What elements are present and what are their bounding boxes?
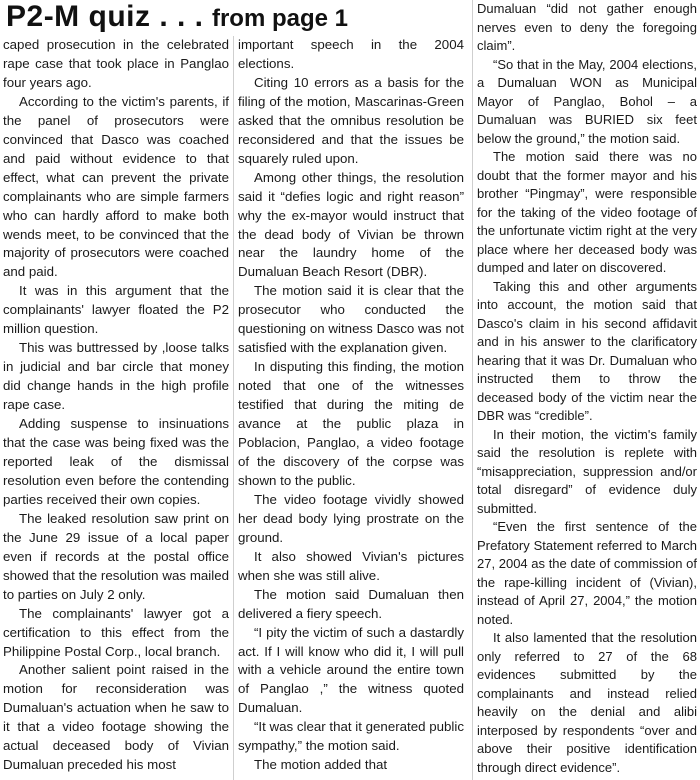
paragraph: Adding suspense to insinuations that the case was being fixed was the reported leak of the dismissal resolution even before the contending parties received their own copies. (3, 416, 229, 507)
paragraph: The motion said it is clear that the prosecutor who conducted the questioning on witness Dasco was not satisfied with the explanation given. (238, 283, 464, 356)
paragraph: The motion said there was no doubt that the former mayor and his brother “Pingmay”, were responsible for the taking of the video footage of the unfortunate victim right at the very place where her deceased body was dumped and later on discovered. (477, 149, 697, 275)
paragraph: Another salient point raised in the motion for reconsideration was Dumaluan's actuation when he saw to it that a video footage showing the actual deceased body of Vivian Dumaluan preceded his most (3, 662, 229, 773)
article-column-3 (477, 0, 697, 777)
paragraph: According to the victim's parents, if the panel of prosecutors were convinced that Dasco was coached and paid without evidence to that effect, what can prevent the private complainants who are simple farmers who can hardly afford to make both wends meet, to be convinced that the majority of prosecutors were coached and paid. (3, 93, 229, 280)
paragraph: Among other things, the resolution said it “defies logic and right reason” why the ex-mayor would instruct that the dead body of Vivian be thrown near the laundry home of the Dumaluan Beach Resort (DBR). (238, 169, 464, 280)
column-divider (233, 36, 234, 780)
paragraph: Dumaluan “did not gather enough nerves even to deny the foregoing claim”. (477, 1, 697, 53)
paragraph: It was in this argument that the complainants' lawyer floated the P2 million question. (3, 283, 229, 337)
paragraph: “So that in the May, 2004 elections, a Dumaluan WON as Municipal Mayor of Panglao, Bohol – a Dumaluan was BURIED six feet below the ground,” the motion said. (477, 56, 697, 146)
paragraph: It also lamented that the resolution only referred to 27 of the 68 evidences submitted by the complainants and instead relied heavily on the denial and alibi interposed by respondents “over and above their positive identification through direct evidence”. (477, 630, 697, 775)
paragraph: Taking this and other arguments into account, the motion said that Dasco's claim in his second affidavit and in his answer to the clarificatory hearing that it was Dr. Dumaluan who instructed them to throw the deceased body of the victim near the DBR was “credible”. (477, 278, 697, 423)
paragraph: “It was clear that it generated public sympathy,” the motion said. (238, 719, 464, 754)
paragraph: important speech in the 2004 elections. (238, 37, 464, 71)
paragraph: The motion added that (254, 757, 388, 773)
paragraph: The motion said Dumaluan then delivered a fiery speech. (238, 586, 464, 621)
paragraph: The video footage vividly showed her dead body lying prostrate on the ground. (238, 491, 464, 545)
headline-jump-line: from page 1 (211, 5, 348, 32)
paragraph: In their motion, the victim's family said the resolution is replete with “misappreciation, suppression and/or total disregard” of evidence duly submitted. (477, 426, 697, 516)
article-headline (6, 0, 348, 34)
paragraph: The complainants' lawyer got a certification to this effect from the Philippine Postal Corp., local branch. (3, 605, 229, 659)
article-column-2 (238, 36, 464, 775)
paragraph: “I pity the victim of such a dastardly act. If I will know who did it, I will pull with a vehicle around the entire town of Panglao ,” the witness quoted Dumaluan. (238, 624, 464, 716)
paragraph: In disputing this finding, the motion noted that one of the witnesses testified that during the miting de avance at the public plaza in Poblacion, Panglao, a video footage of the discovery of the corpse was shown to the public. (238, 359, 464, 488)
paragraph: caped prosecution in the celebrated rape case that took place in Panglao four years ago. (3, 37, 229, 90)
headline-main: P2-M quiz . . . (6, 0, 204, 33)
paragraph: “Even the first sentence of the Prefatory Statement referred to March 27, 2004 as the date of commission of the rape-killing incident of (Vivian), instead of April 27, 2004,” the motion noted. (477, 519, 697, 627)
paragraph: It also showed Vivian's pictures when she was still alive. (238, 548, 464, 583)
column-divider (472, 0, 473, 780)
paragraph: This was buttressed by ,loose talks in judicial and bar circle that money did change hands in the high profile rape case. (3, 340, 229, 413)
article-column-1 (3, 36, 229, 775)
paragraph: Citing 10 errors as a basis for the filing of the motion, Mascarinas-Green asked that the omnibus resolution be reconsidered and that the issues be squarely ruled upon. (238, 74, 464, 166)
paragraph: The leaked resolution saw print on the June 29 issue of a local paper even if records at the postal office showed that the resolution was mailed to parties on July 2 only. (3, 510, 229, 602)
